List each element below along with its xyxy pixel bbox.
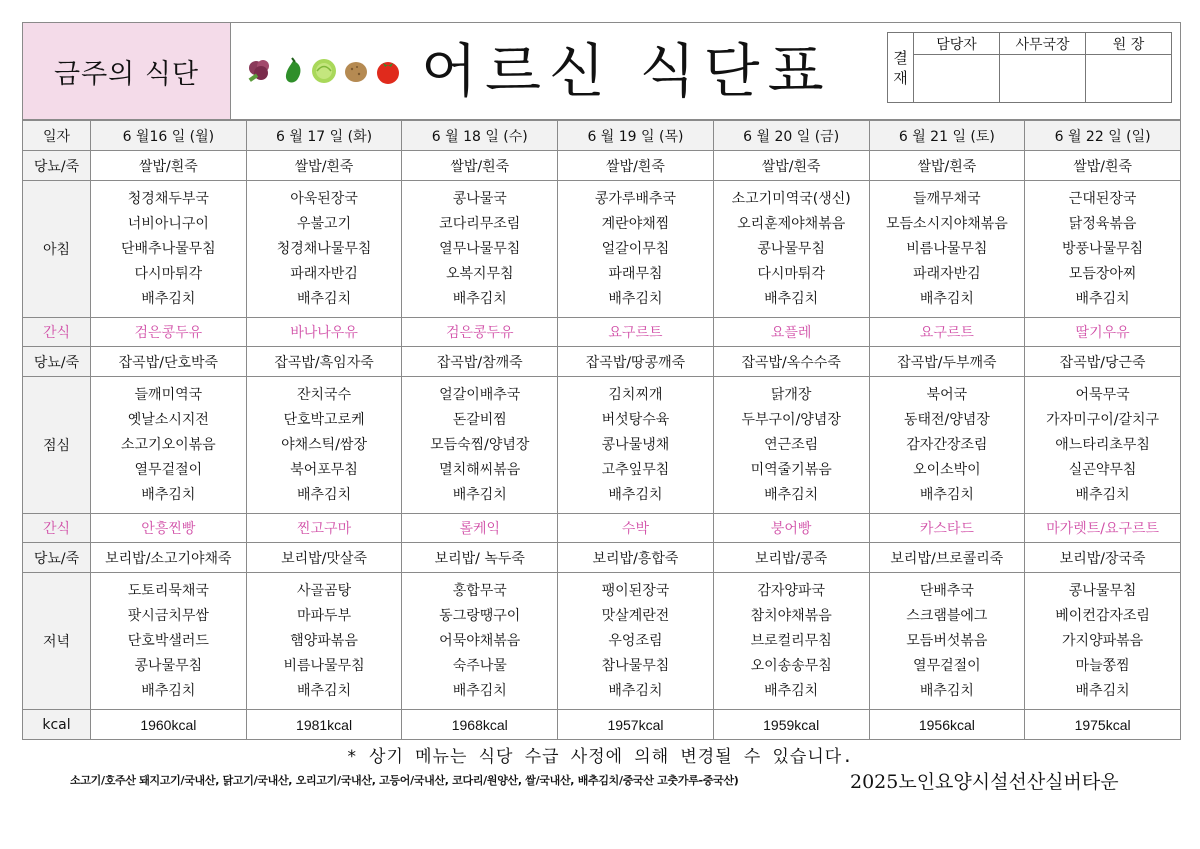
menu-item: 감자간장조림	[906, 436, 988, 453]
menu-item: 팟시금치무쌈	[127, 607, 209, 624]
menu-item: 배추김치	[608, 486, 663, 503]
menu-item: 브로컬리무침	[750, 632, 832, 649]
snack-cell: 카스타드	[869, 514, 1025, 543]
menu-item: 옛날소시지전	[127, 411, 209, 428]
menu-item: 콩나물국	[452, 190, 507, 207]
menu-item: 우불고기	[297, 215, 352, 232]
day-header: 6 월 19 일 (목)	[558, 121, 714, 151]
menu-item: 모듬버섯볶음	[906, 632, 988, 649]
menu-item: 두부구이/양념장	[741, 411, 841, 428]
row-label: 점심	[23, 377, 91, 514]
menu-item: 비름나물무침	[283, 657, 365, 674]
kcal-cell: 1959kcal	[713, 710, 869, 740]
menu-item: 아욱된장국	[290, 190, 358, 207]
meal-cell	[246, 573, 402, 710]
menu-item: 모듬장아찌	[1068, 265, 1137, 282]
approval-role: 원 장	[1086, 33, 1172, 55]
menu-body	[23, 151, 1181, 740]
menu-item: 숙주나물	[452, 657, 507, 674]
menu-item: 단배추나물무침	[121, 240, 216, 257]
meal-cell	[91, 573, 247, 710]
menu-item: 배추김치	[297, 290, 352, 307]
menu-item: 도토리묵채국	[127, 582, 209, 599]
snack-cell: 찐고구마	[246, 514, 402, 543]
menu-item: 참나물무침	[601, 657, 670, 674]
day-header: 6 월 17 일 (화)	[246, 121, 402, 151]
diabetic-row	[23, 347, 1181, 377]
meal-cell	[713, 377, 869, 514]
diabetic-cell: 쌀밥/흰죽	[91, 151, 247, 181]
menu-item: 모듬소시지야채볶음	[886, 215, 1008, 232]
approval-label	[888, 33, 914, 103]
menu-item: 애느타리초무침	[1055, 436, 1150, 453]
menu-item: 사골곰탕	[297, 582, 352, 599]
snack-cell: 바나나우유	[246, 318, 402, 347]
diabetic-cell: 쌀밥/흰죽	[402, 151, 558, 181]
row-label: 당뇨/죽	[23, 347, 91, 377]
menu-item: 배추김치	[1075, 290, 1130, 307]
menu-item: 열무겉절이	[134, 461, 203, 478]
menu-item: 김치찌개	[608, 386, 663, 403]
day-header: 6 월 21 일 (토)	[869, 121, 1025, 151]
approval-role: 담당자	[914, 33, 1000, 55]
menu-item: 얼갈이배추국	[439, 386, 521, 403]
diabetic-cell: 쌀밥/흰죽	[1025, 151, 1181, 181]
row-label: 아침	[23, 181, 91, 318]
header	[22, 22, 1181, 120]
menu-item: 파래자반김	[290, 265, 358, 282]
meal-cell	[1025, 377, 1181, 514]
meal-row	[23, 377, 1181, 514]
meal-cell	[91, 377, 247, 514]
diabetic-cell: 보리밥/ 녹두죽	[402, 543, 558, 573]
menu-item: 단호박고로케	[283, 411, 365, 428]
pepper-icon	[277, 56, 307, 86]
snack-cell: 마가렛트/요구르트	[1025, 514, 1181, 543]
snack-cell: 검은콩두유	[402, 318, 558, 347]
meal-cell	[558, 377, 714, 514]
menu-item: 오복지무침	[445, 265, 514, 282]
menu-item: 모듬숙찜/양념장	[430, 436, 530, 453]
kcal-cell: 1975kcal	[1025, 710, 1181, 740]
meal-cell	[402, 573, 558, 710]
menu-item: 얼갈이무침	[601, 240, 670, 257]
row-label: 간식	[23, 514, 91, 543]
snack-cell: 안흥찐빵	[91, 514, 247, 543]
kcal-cell: 1968kcal	[402, 710, 558, 740]
weekly-label: 금주의 식단	[23, 23, 231, 119]
origin-info: 소고기/호주산 돼지고기/국내산, 닭고기/국내산, 오리고기/국내산, 고등어/국내산, 코다리/원양산, 쌀/국내산, 배추김치/중국산 고춧가루-중국산)	[70, 774, 739, 787]
potato-icon	[341, 56, 371, 86]
snack-row	[23, 318, 1181, 347]
menu-item: 북어국	[926, 386, 968, 403]
diabetic-cell: 쌀밥/흰죽	[713, 151, 869, 181]
row-label: 당뇨/죽	[23, 151, 91, 181]
menu-item: 홍합무국	[452, 582, 507, 599]
menu-item: 팽이된장국	[601, 582, 670, 599]
menu-item: 우엉조림	[608, 632, 663, 649]
menu-item: 방풍나물무침	[1062, 240, 1144, 257]
row-label: 저녁	[23, 573, 91, 710]
meal-cell	[91, 181, 247, 318]
menu-item: 연근조림	[764, 436, 819, 453]
meal-cell	[869, 377, 1025, 514]
menu-item: 실곤약무침	[1068, 461, 1137, 478]
menu-item: 어묵야채볶음	[439, 632, 521, 649]
diabetic-cell: 보리밥/흥합죽	[558, 543, 714, 573]
menu-item: 닭정육볶음	[1068, 215, 1137, 232]
row-label: 간식	[23, 318, 91, 347]
approval-box	[887, 32, 1172, 103]
snack-cell: 검은콩두유	[91, 318, 247, 347]
menu-item: 너비아니구이	[127, 215, 209, 232]
menu-item: 비름나물무침	[906, 240, 988, 257]
menu-item: 배추김치	[452, 486, 507, 503]
approval-label-text: 결 재	[893, 48, 908, 87]
diabetic-cell: 보리밥/소고기야채죽	[91, 543, 247, 573]
menu-item: 코다리무조림	[439, 215, 521, 232]
snack-row	[23, 514, 1181, 543]
menu-item: 배추김치	[141, 682, 196, 699]
menu-item: 맛살계란전	[601, 607, 670, 624]
diabetic-cell: 보리밥/장국죽	[1025, 543, 1181, 573]
meal-cell	[246, 181, 402, 318]
meal-cell	[1025, 573, 1181, 710]
menu-item: 배추김치	[297, 682, 352, 699]
menu-item: 배추김치	[764, 682, 819, 699]
menu-item: 근대된장국	[1068, 190, 1137, 207]
diabetic-cell: 보리밥/콩죽	[713, 543, 869, 573]
menu-item: 참치야채볶음	[750, 607, 832, 624]
snack-cell: 붕어빵	[713, 514, 869, 543]
menu-item: 돈갈비찜	[452, 411, 507, 428]
row-label: kcal	[23, 710, 91, 740]
kcal-cell: 1960kcal	[91, 710, 247, 740]
diabetic-cell: 보리밥/브로콜리죽	[869, 543, 1025, 573]
menu-item: 콩나물무침	[134, 657, 203, 674]
menu-item: 베이컨감자조림	[1055, 607, 1150, 624]
menu-table	[22, 120, 1181, 740]
menu-item: 동태전/양념장	[903, 411, 990, 428]
menu-sheet	[22, 22, 1181, 740]
menu-item: 콩나물냉채	[601, 436, 670, 453]
menu-item: 오리훈제야채볶음	[737, 215, 846, 232]
day-header: 6 월 22 일 (일)	[1025, 121, 1181, 151]
meal-cell	[1025, 181, 1181, 318]
diabetic-cell: 잡곡밥/참깨죽	[402, 347, 558, 377]
menu-item: 미역줄기볶음	[750, 461, 832, 478]
snack-cell: 요구르트	[558, 318, 714, 347]
menu-item: 배추김치	[297, 486, 352, 503]
diabetic-row	[23, 151, 1181, 181]
menu-item: 어묵무국	[1075, 386, 1130, 403]
menu-item: 단배추국	[919, 582, 974, 599]
meal-cell	[558, 181, 714, 318]
snack-cell: 요플레	[713, 318, 869, 347]
menu-item: 가지양파볶음	[1062, 632, 1144, 649]
snack-cell: 요구르트	[869, 318, 1025, 347]
menu-item: 계란야채찜	[601, 215, 670, 232]
diabetic-cell: 잡곡밥/땅콩깨죽	[558, 347, 714, 377]
menu-item: 단호박샐러드	[127, 632, 209, 649]
diabetic-cell: 잡곡밥/흑임자죽	[246, 347, 402, 377]
menu-item: 파래무침	[608, 265, 663, 282]
signature-box[interactable]	[1086, 55, 1172, 103]
tomato-icon	[373, 56, 403, 86]
meal-row	[23, 181, 1181, 318]
menu-item: 배추김치	[919, 486, 974, 503]
menu-item: 배추김치	[764, 486, 819, 503]
menu-item: 콩나물무침	[1068, 582, 1137, 599]
menu-item: 다시마튀각	[134, 265, 203, 282]
kcal-cell: 1981kcal	[246, 710, 402, 740]
cabbage-icon	[309, 56, 339, 86]
meal-cell	[402, 181, 558, 318]
menu-item: 마늘쫑찜	[1075, 657, 1130, 674]
menu-item: 배추김치	[764, 290, 819, 307]
day-header: 6 월 20 일 (금)	[713, 121, 869, 151]
menu-item: 배추김치	[1075, 486, 1130, 503]
menu-item: 스크램블에그	[906, 607, 988, 624]
signature-box[interactable]	[1000, 55, 1086, 103]
meal-cell	[246, 377, 402, 514]
day-header: 6 월 18 일 (수)	[402, 121, 558, 151]
menu-item: 들깨무채국	[913, 190, 981, 207]
kcal-cell: 1956kcal	[869, 710, 1025, 740]
menu-item: 배추김치	[1075, 682, 1130, 699]
snack-cell: 롤케익	[402, 514, 558, 543]
diabetic-cell: 잡곡밥/단호박죽	[91, 347, 247, 377]
diabetic-cell: 잡곡밥/당근죽	[1025, 347, 1181, 377]
diabetic-cell: 보리밥/맛살죽	[246, 543, 402, 573]
menu-item: 가자미구이/갈치구	[1046, 411, 1160, 428]
kcal-cell: 1957kcal	[558, 710, 714, 740]
menu-item: 배추김치	[608, 290, 663, 307]
row-label: 당뇨/죽	[23, 543, 91, 573]
date-row	[23, 121, 1181, 151]
facility-name: 2025노인요양시설선산실버타운	[850, 771, 1119, 793]
menu-item: 콩가루배추국	[594, 190, 677, 207]
menu-item: 소고기오이볶음	[121, 436, 216, 453]
meal-cell	[402, 377, 558, 514]
menu-item: 햄양파볶음	[290, 632, 358, 649]
menu-item: 열무겉절이	[913, 657, 981, 674]
menu-item: 닭개장	[770, 386, 812, 403]
menu-item: 파래자반김	[913, 265, 981, 282]
change-notice: * 상기 메뉴는 식당 수급 사정에 의해 변경될 수 있습니다.	[346, 747, 854, 767]
menu-item: 청경채나물무침	[276, 240, 372, 257]
diabetic-cell: 잡곡밥/옥수수죽	[713, 347, 869, 377]
snack-cell: 수박	[558, 514, 714, 543]
menu-item: 북어포무침	[290, 461, 358, 478]
diabetic-cell: 잡곡밥/두부깨죽	[869, 347, 1025, 377]
menu-item: 야채스틱/쌈장	[281, 436, 367, 453]
kcal-row	[23, 710, 1181, 740]
menu-item: 배추김치	[452, 290, 507, 307]
menu-item: 배추김치	[919, 290, 974, 307]
menu-item: 멸치해씨볶음	[439, 461, 521, 478]
lettuce-icon	[245, 56, 275, 86]
day-header: 6 월16 일 (월)	[91, 121, 247, 151]
diabetic-cell: 쌀밥/흰죽	[246, 151, 402, 181]
meal-cell	[713, 573, 869, 710]
meal-row	[23, 573, 1181, 710]
vegetable-icons	[245, 56, 403, 86]
menu-item: 배추김치	[919, 682, 974, 699]
menu-item: 감자양파국	[757, 582, 825, 599]
signature-box[interactable]	[914, 55, 1000, 103]
approval-role: 사무국장	[1000, 33, 1086, 55]
diabetic-cell: 쌀밥/흰죽	[558, 151, 714, 181]
menu-item: 콩나물무침	[757, 240, 825, 257]
snack-cell: 딸기우유	[1025, 318, 1181, 347]
meal-cell	[713, 181, 869, 318]
diabetic-cell: 쌀밥/흰죽	[869, 151, 1025, 181]
menu-item: 잔치국수	[297, 386, 352, 403]
menu-item: 오이송송무침	[750, 657, 832, 674]
menu-item: 열무나물무침	[439, 240, 521, 257]
page-title: 어르신 식단표	[421, 37, 832, 105]
menu-item: 배추김치	[452, 682, 507, 699]
menu-item: 마파두부	[297, 607, 352, 624]
menu-item: 고추잎무침	[601, 461, 670, 478]
menu-item: 소고기미역국(생신)	[731, 190, 851, 207]
menu-item: 다시마튀각	[757, 265, 825, 282]
menu-item: 청경채두부국	[127, 190, 209, 207]
menu-item: 배추김치	[141, 486, 196, 503]
menu-item: 버섯탕수육	[601, 411, 670, 428]
menu-item: 배추김치	[608, 682, 663, 699]
menu-item: 오이소박이	[913, 461, 981, 478]
meal-cell	[558, 573, 714, 710]
diabetic-row	[23, 543, 1181, 573]
meal-cell	[869, 573, 1025, 710]
menu-item: 배추김치	[141, 290, 196, 307]
date-label: 일자	[23, 121, 91, 151]
menu-item: 동그랑땡구이	[439, 607, 521, 624]
menu-item: 들깨미역국	[134, 386, 203, 403]
meal-cell	[869, 181, 1025, 318]
